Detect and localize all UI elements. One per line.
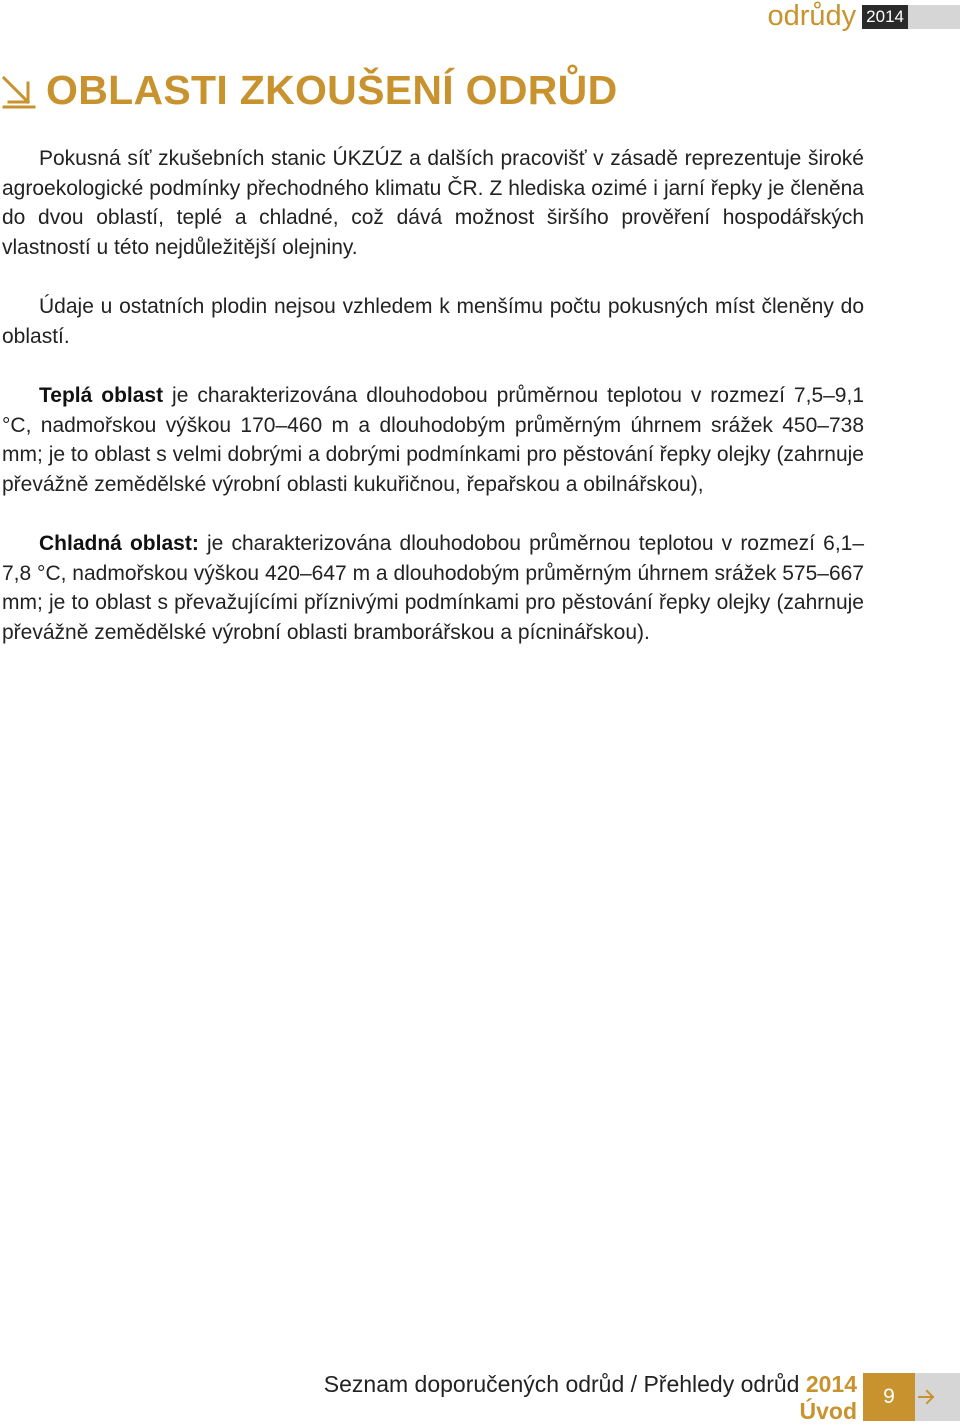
arrow-right-icon xyxy=(917,1387,937,1407)
footer-year: 2014 xyxy=(805,1371,857,1397)
warm-region-text: je charakterizována dlouhodobou průměrnou teplotou v rozmezí 7,5–9,1 °C, nadmořskou výškou 170–460 m a dlouhodobým průměrným úhrnem srážek 450–738 mm; je to oblast s velmi dobrými a dobrými podmínkami pro pěstování řepky olejky (zahrnuje převážně zemědělské výrobní oblasti kukuřičnou, řepařskou a obilnářskou), xyxy=(2,384,864,496)
paragraph-intro: Pokusná síť zkušebních stanic ÚKZÚZ a dalších pracovišť v zásadě reprezentuje široké agroekologické podmínky přechodného klimatu ČR. Z hlediska ozimé i jarní řepky je členěna do dvou oblastí, teplé a chladné, což dává možnost širšího prověření hospodářských vlastností u této nejdůležitější olejniny. xyxy=(2,147,864,259)
cold-region-term: Chladná oblast: xyxy=(39,532,199,555)
brand-label: odrůdy xyxy=(767,0,857,32)
article-body xyxy=(2,144,864,677)
paragraph-cold-region xyxy=(2,529,864,647)
title-row xyxy=(0,64,618,116)
footer-publication: Seznam doporučených odrůd / Přehledy odrůd xyxy=(323,1371,806,1397)
paragraph-warm-region xyxy=(2,381,864,499)
page-title: OBLASTI ZKOUŠENÍ ODRŮD xyxy=(46,67,618,113)
warm-region-term: Teplá oblast xyxy=(39,384,164,407)
arrow-down-right-icon xyxy=(0,70,38,110)
next-page-button[interactable] xyxy=(915,1373,960,1421)
page-header xyxy=(768,0,960,32)
header-grey-bar xyxy=(908,5,960,29)
footer-caption xyxy=(324,1371,857,1427)
page-footer xyxy=(324,1367,960,1427)
cold-region-text: je charakterizována dlouhodobou průměrnou teplotou v rozmezí 6,1–7,8 °C, nadmořskou výškou 420–647 m a dlouhodobým průměrným úhrnem srážek 575–667 mm; je to oblast s převažujícími příznivými podmínkami pro pěstování řepky olejky (zahrnuje převážně zemědělské výrobní oblasti bramborářskou a pícninářskou). xyxy=(2,532,865,644)
page-number: 9 xyxy=(863,1373,915,1421)
header-year-badge: 2014 xyxy=(862,5,908,29)
paragraph-other-crops: Údaje u ostatních plodin nejsou vzhledem k menšímu počtu pokusných míst členěny do oblastí. xyxy=(2,295,864,348)
footer-section: Úvod xyxy=(799,1398,857,1424)
